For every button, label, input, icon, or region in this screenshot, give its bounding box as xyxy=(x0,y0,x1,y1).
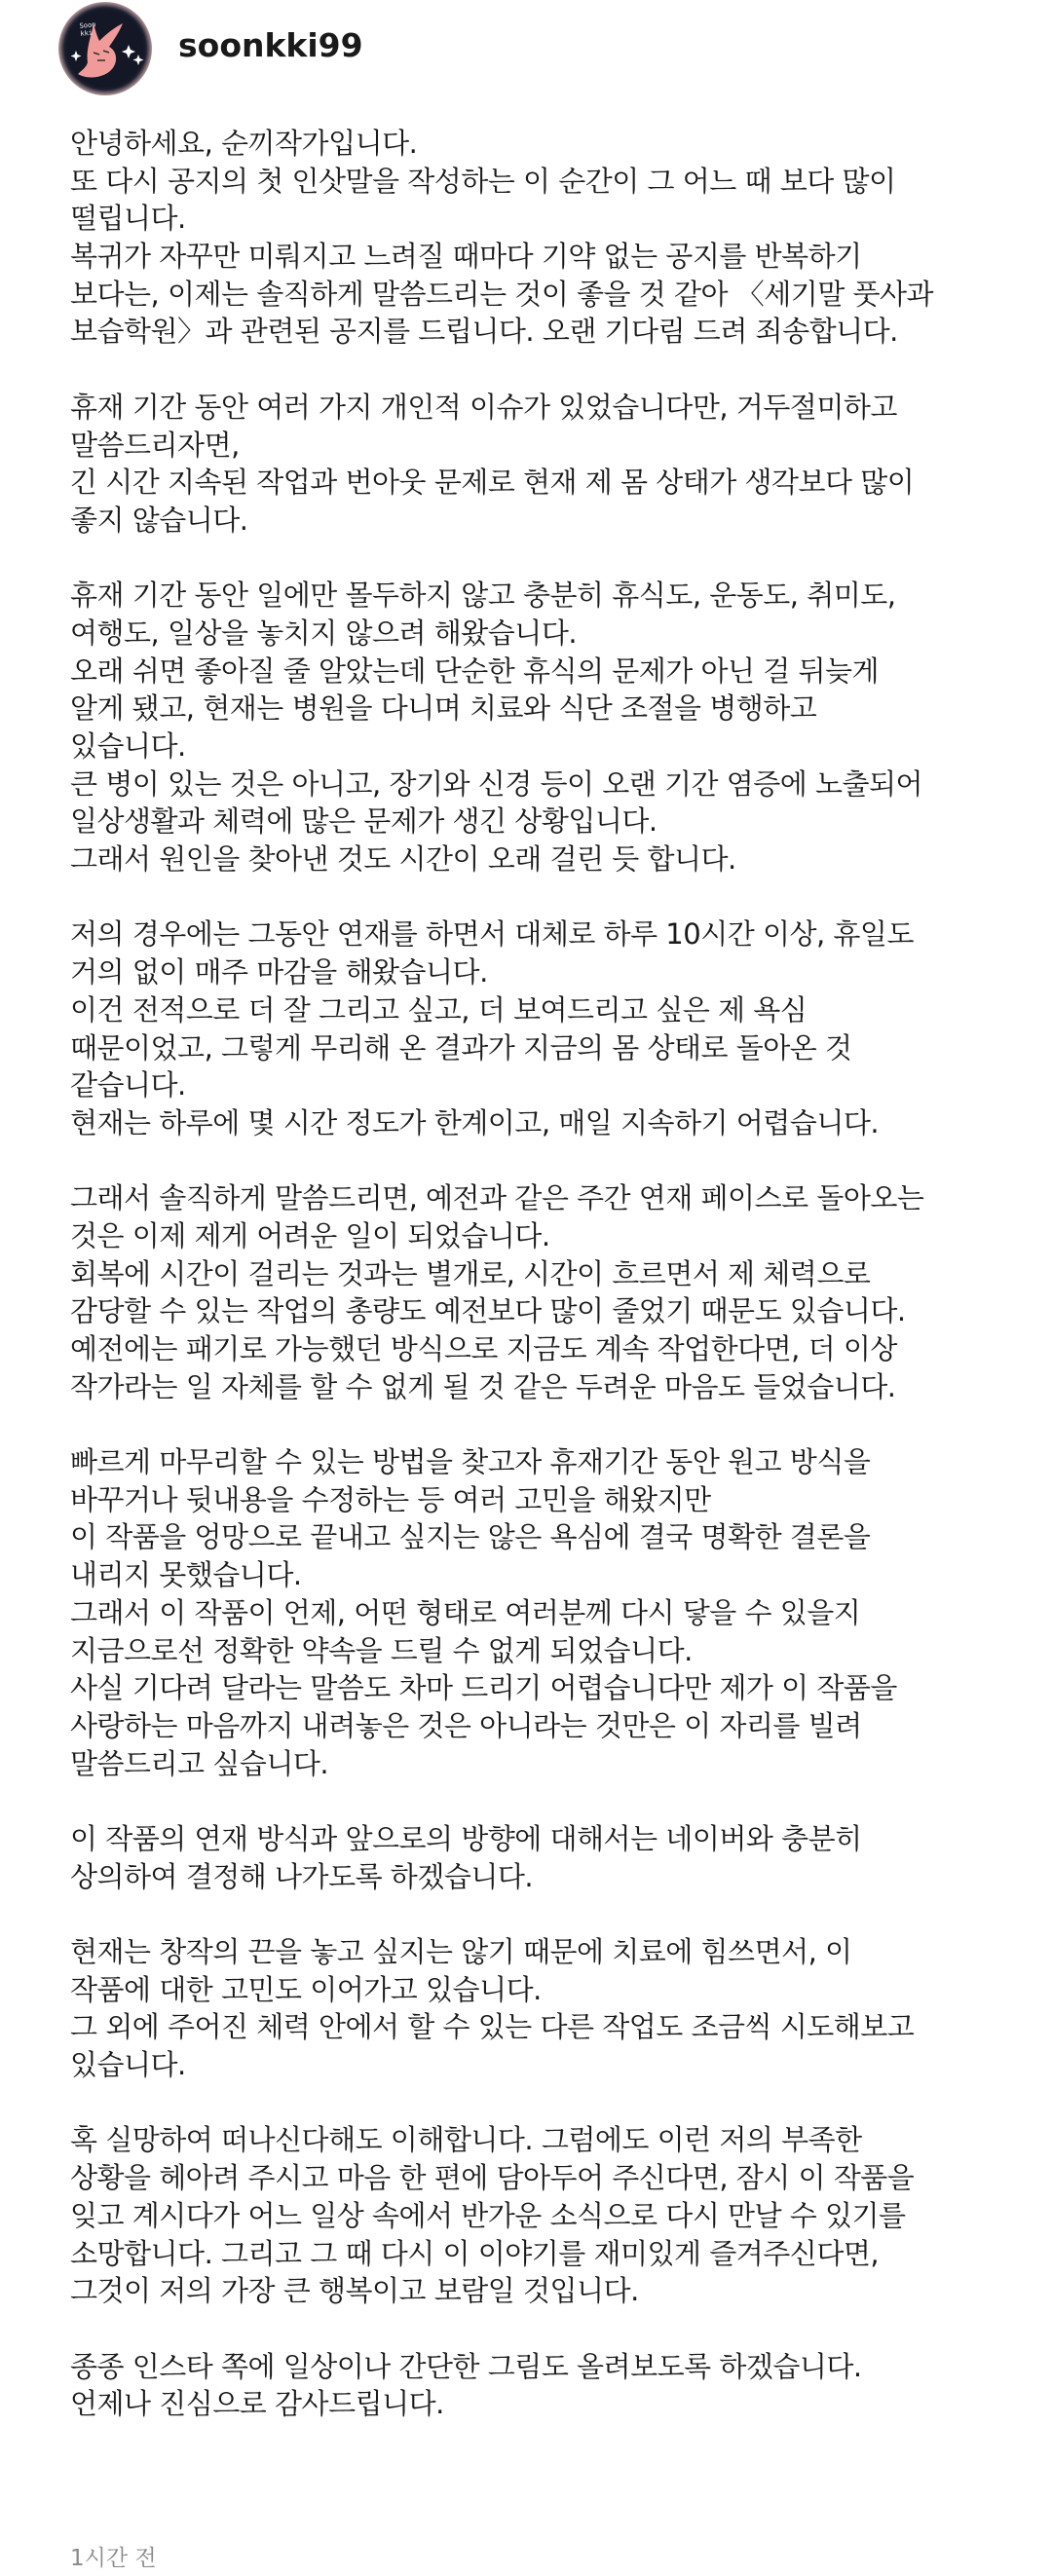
blank-line xyxy=(70,2310,1034,2348)
post-text-line: 이건 전적으로 더 잘 그리고 싶고, 더 보여드리고 싶은 제 욕심 xyxy=(70,992,808,1027)
post-text-line: 그래서 원인을 찾아낸 것도 시간이 오래 걸린 듯 합니다. xyxy=(70,842,736,877)
post-text-line: 그 외에 주어진 체력 안에서 할 수 있는 다른 작업도 조금씩 시도해보고 xyxy=(70,2010,915,2044)
post-text-line: 보다는, 이제는 솔직하게 말씀드리는 것이 좋을 것 같아 〈세기말 풋사과 xyxy=(70,277,934,311)
post-text-line: 같습니다. xyxy=(70,1068,186,1102)
blank-line xyxy=(70,1782,1034,1820)
post-text-line: 것은 이제 제게 어려운 일이 되었습니다. xyxy=(70,1218,550,1252)
post-text-line: 사랑하는 마음까지 내려놓은 것은 아니라는 것만은 이 자리를 빌려 xyxy=(70,1708,862,1742)
post-text-line: 소망합니다. 그리고 그 때 다시 이 이야기를 재미있게 즐겨주신다면, xyxy=(70,2236,880,2270)
post-text-line: 복귀가 자꾸만 미뤄지고 느려질 때마다 기약 없는 공지를 반복하기 xyxy=(70,240,862,274)
post-text-line: 이 작품을 엉망으로 끝내고 싶지는 않은 욕심에 결국 명확한 결론을 xyxy=(70,1520,871,1554)
post-text-line: 여행도, 일상을 놓치지 않으려 해왔습니다. xyxy=(70,616,578,650)
post-text-line: 혹 실망하여 떠나신다해도 이해합니다. 그럼에도 이런 저의 부족한 xyxy=(70,2123,862,2157)
post-text-line: 안녕하세요, 순끼작가입니다. xyxy=(70,127,418,160)
avatar[interactable] xyxy=(58,2,152,95)
blank-line xyxy=(70,1895,1034,1933)
post-text-line: 종종 인스타 쪽에 일상이나 간단한 그림도 올려보도록 하겠습니다. xyxy=(70,2349,862,2383)
blank-line xyxy=(70,351,1034,389)
rabbit-avatar-illustration xyxy=(58,2,152,95)
post-text-line: 휴재 기간 동안 일에만 몰두하지 않고 충분히 휴식도, 운동도, 취미도, xyxy=(70,579,896,613)
post-text-line: 이 작품의 연재 방식과 앞으로의 방향에 대해서는 네이버와 충분히 xyxy=(70,1821,862,1855)
post-text-line: 언제나 진심으로 감사드립니다. xyxy=(70,2387,444,2421)
post-text-line: 휴재 기간 동안 여러 가지 개인적 이슈가 있었습니다만, 거두절미하고 xyxy=(70,390,897,424)
post-text-line: 회복에 시간이 걸리는 것과는 별개로, 시간이 흐르면서 제 체력으로 xyxy=(70,1256,871,1290)
post-text-line: 현재는 창작의 끈을 놓고 싶지는 않기 때문에 치료에 힘쓰면서, 이 xyxy=(70,1935,852,1968)
post-text-line: 감당할 수 있는 작업의 총량도 예전보다 많이 줄었기 때문도 있습니다. xyxy=(70,1294,906,1328)
post-text-line: 그것이 저의 가장 큰 행복이고 보람일 것입니다. xyxy=(70,2274,639,2308)
post-text-line: 큰 병이 있는 것은 아니고, 장기와 신경 등이 오랜 기간 염증에 노출되어 xyxy=(70,766,923,801)
post-text-line: 또 다시 공지의 첫 인삿말을 작성하는 이 순간이 그 어느 때 보다 많이 xyxy=(70,164,896,198)
blank-line xyxy=(70,878,1034,916)
post-text-line: 알게 됐고, 현재는 병원을 다니며 치료와 식단 조절을 병행하고 xyxy=(70,691,817,726)
post-text-line: 지금으로선 정확한 약속을 드릴 수 없게 되었습니다. xyxy=(70,1633,693,1667)
post-text-line: 보습학원〉과 관련된 공지를 드립니다. 오랜 기다림 드려 죄송합니다. xyxy=(70,315,898,349)
post-text-line: 잊고 계시다가 어느 일상 속에서 반가운 소식으로 다시 만날 수 있기를 xyxy=(70,2198,906,2232)
post-text-line: 있습니다. xyxy=(70,729,186,763)
timestamp: 1시간 전 xyxy=(70,2546,157,2571)
post-text-line: 사실 기다려 달라는 말씀도 차마 드리기 어렵습니다만 제가 이 작품을 xyxy=(70,1671,897,1705)
blank-line xyxy=(70,2084,1034,2122)
post-text-line: 예전에는 패기로 가능했던 방식으로 지금도 계속 작업한다면, 더 이상 xyxy=(70,1332,897,1365)
post-text-line: 긴 시간 지속된 작업과 번아웃 문제로 현재 제 몸 상태가 생각보다 많이 xyxy=(70,466,915,500)
blank-line xyxy=(70,1142,1034,1180)
post-text-line: 거의 없이 매주 마감을 해왔습니다. xyxy=(70,955,488,989)
post-text-line: 그래서 이 작품이 언제, 어떤 형태로 여러분께 다시 닿을 수 있을지 xyxy=(70,1595,861,1629)
post-text-line: 상황을 헤아려 주시고 마음 한 편에 담아두어 주신다면, 잠시 이 작품을 xyxy=(70,2161,915,2195)
post-text-line: 저의 경우에는 그동안 연재를 하면서 대체로 하루 10시간 이상, 휴일도 xyxy=(70,917,914,952)
post-body xyxy=(70,125,1034,2423)
post-text-line: 빠르게 마무리할 수 있는 방법을 찾고자 휴재기간 동안 원고 방식을 xyxy=(70,1445,871,1479)
post-text-line: 상의하여 결정해 나가도록 하겠습니다. xyxy=(70,1859,534,1893)
blank-line xyxy=(70,540,1034,578)
post-text-line: 그래서 솔직하게 말씀드리면, 예전과 같은 주간 연재 페이스로 돌아오는 xyxy=(70,1181,924,1215)
post-text-line: 떨립니다. xyxy=(70,202,186,236)
post-text-line: 때문이었고, 그렇게 무리해 온 결과가 지금의 몸 상태로 돌아온 것 xyxy=(70,1030,852,1064)
username[interactable]: soonkki99 xyxy=(178,26,363,64)
post-text-line: 있습니다. xyxy=(70,2048,186,2082)
post-text-line: 작가라는 일 자체를 할 수 없게 될 것 같은 두려운 마음도 들었습니다. xyxy=(70,1369,896,1403)
post-text-line: 작품에 대한 고민도 이어가고 있습니다. xyxy=(70,1972,542,2006)
post-text-line: 오래 쉬면 좋아질 줄 알았는데 단순한 휴식의 문제가 아닌 걸 뒤늦게 xyxy=(70,653,880,688)
post-text-line: 말씀드리자면, xyxy=(70,428,240,462)
post-text-line: 일상생활과 체력에 많은 문제가 생긴 상황입니다. xyxy=(70,804,658,839)
avatar-handwritten-label: Soon kki xyxy=(79,20,96,38)
post-text-line: 좋지 않습니다. xyxy=(70,503,248,537)
post-text-line: 내리지 못했습니다. xyxy=(70,1558,302,1592)
blank-line xyxy=(70,1405,1034,1443)
post-text-line: 현재는 하루에 몇 시간 정도가 한계이고, 매일 지속하기 어렵습니다. xyxy=(70,1105,880,1139)
post-text-line: 말씀드리고 싶습니다. xyxy=(70,1746,329,1780)
post-text-line: 바꾸거나 뒷내용을 수정하는 등 여러 고민을 해왔지만 xyxy=(70,1482,711,1516)
